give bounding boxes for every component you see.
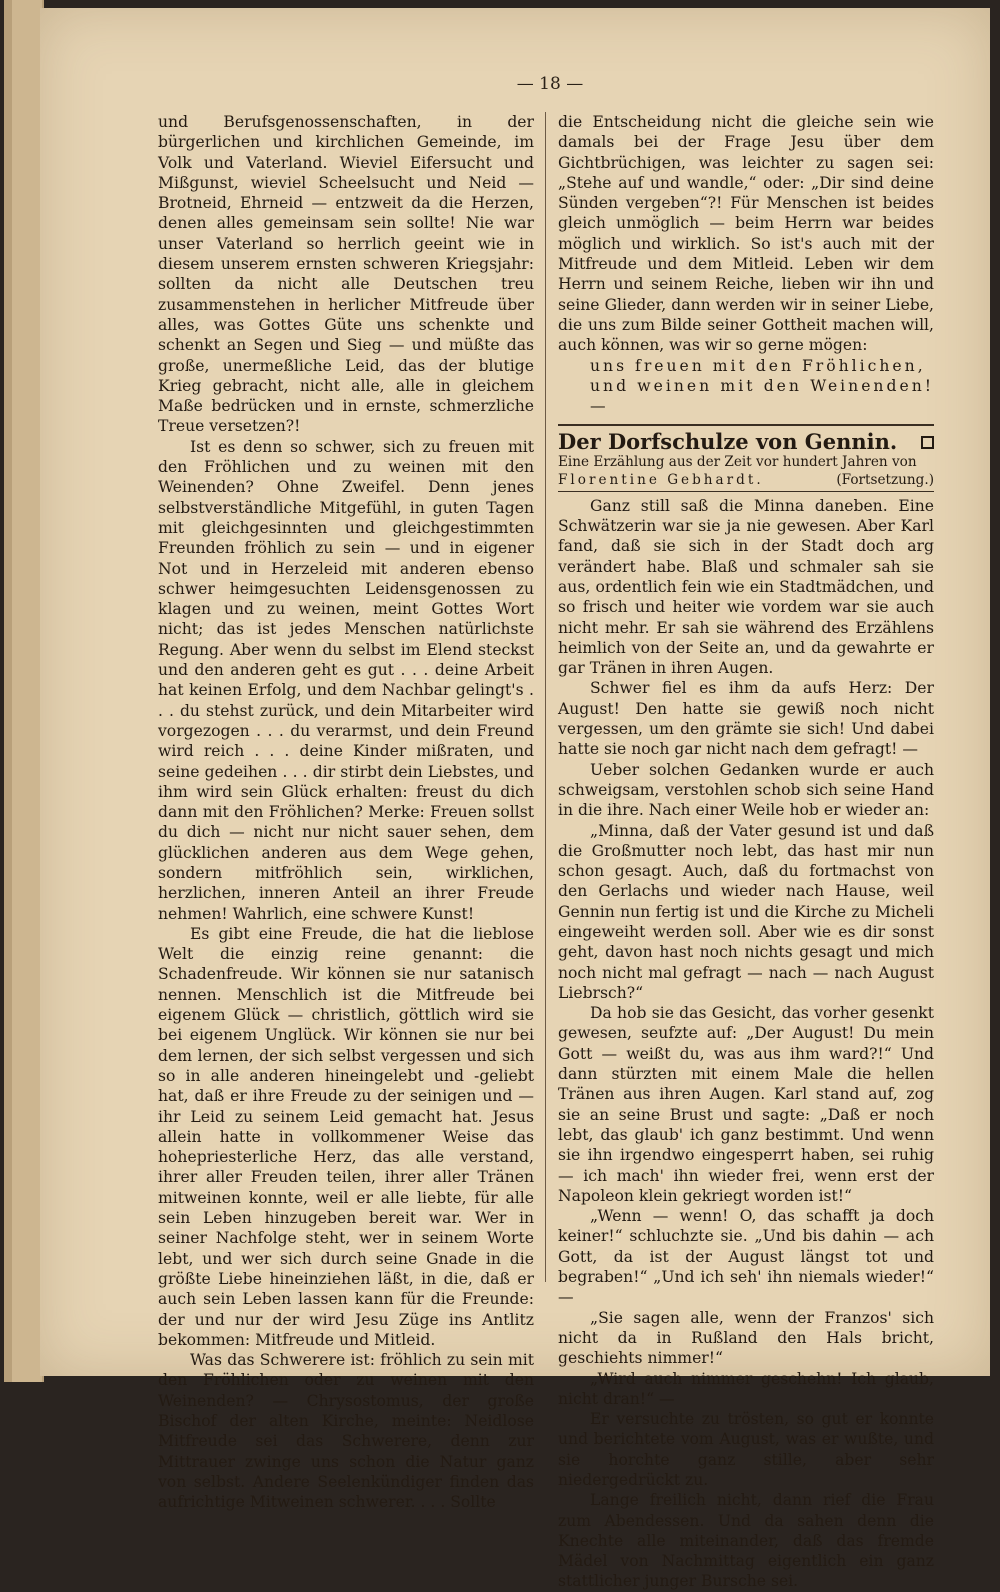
paragraph: Ganz still saß die Minna daneben. Eine Schwätzerin war sie ja nie gewesen. Aber Karl fand, daß sie sich in der Stadt doch arg verändert habe. Blaß und schmaler sah sie aus, ordentlich fein wie ein Stadtmädchen, und so frisch und heiter wie vordem war sie auch nicht mehr. Er sah sie während des Erzählens heimlich von der Seite an, und da gewahrte er gar Tränen in ihren Augen. — [558, 496, 934, 678]
author-row — [558, 471, 934, 489]
paragraph: die Entscheidung nicht die gleiche sein wie damals bei der Frage Jesu über dem Gichtbrüchigen, was leichter zu sagen sei: „Stehe auf und wandle,“ oder: „Dir sind deine Sünden vergeben“?! Für Menschen ist beides gleich unmöglich — beim Herrn war beides möglich und wirklich. So ist's auch mit der Mitfreude und dem Mitleid. Leben wir dem Herrn und seinem Reiche, lieben wir ihn und seine Glieder, dann werden wir in seiner Liebe, die uns zum Bilde seiner Gottheit machen will, auch können, was wir so gerne mögen: — [558, 113, 934, 355]
story-header — [558, 429, 934, 455]
paragraph: Es gibt eine Freude, die hat die lieblose Welt die einzig reine genannt: die Schadenfreude. Wir können sie nur satanisch nennen. Menschlich ist die Mitfreude bei eigenem Glück — christlich, göttlich wird sie bei eigenem Unglück. Wir können sie nur bei dem lernen, der sich selbst vergessen und sich so in alle anderen hineingelebt und -geliebt hat, daß er ihre Freude zu der seinigen und — ihr Leid zu seinem Leid gemacht hat. Jesus allein hatte in vollkommener Weise das hohepriesterliche Herz, das alle verstand, ihrer aller Freuden teilen, ihrer aller Tränen mitweinen konnte, weil er alle liebte, für alle sein Leben hinzugeben bereit war. Wer in seiner Nachfolge steht, wer in seinem Worte lebt, und wer sich durch seine Gnade in die größte Liebe hineinziehen läßt, in die, daß er auch sein Leben lassen kann für die Freunde: der und nur der wird Jesu Züge ins Antlitz bekommen: Mitfreude und Mitleid. — [158, 924, 534, 1349]
section-rule — [558, 491, 934, 492]
verse-line: und weinen mit den Weinenden! — — [590, 376, 934, 416]
paragraph: Ist es denn so schwer, sich zu freuen mit den Fröhlichen und zu weinen mit den Weinenden? Ohne Zweifel. Denn jenes selbstverständliche Mitgefühl, in guten Tagen mit gleichgesinnten und gleichgestimmten Freunden fröhlich zu sein — und in eigener Not und in Herzeleid mit anderen ebenso schwer heimgesuchten Leidensgenossen zu klagen und zu weinen, meint Gottes Wort nicht; das ist jedes Menschen natürlichste Regung. Aber wenn du selbst im Elend steckst und den anderen geht es gut . . . deine Arbeit hat keinen Erfolg, und dem Nachbar gelingt's . . . du stehst zurück, und dein Mitarbeiter wird vorgezogen . . . du verarmst, und dein Freund wird reich . . . deine Kinder mißraten, und seine gedeihen . . . dir stirbt dein Liebstes, und ihm wird sein Glück erhalten: freust du dich dann mit den Fröhlichen? Merke: Freuen sollst du dich — nicht nur nicht sauer sehen, dem glücklichen anderen aus dem Wege gehen, sondern mitfröhlich sein, wirklichen, herzlichen, inneren Anteil an ihrer Freude nehmen! Wahrlich, eine schwere Kunst! — [158, 437, 534, 923]
continuation-note: (Fortsetzung.) — [836, 471, 934, 488]
paragraph: Da hob sie das Gesicht, das vorher gesenkt gewesen, seufzte auf: „Der August! Du mein Gott — weißt du, was aus ihm ward?!“ Und dann stürzten mit einem Male die hellen Tränen aus ihren Augen. Karl stand auf, zog sie an seine Brust und sagte: „Daß er noch lebt, das glaub' ich ganz bestimmt. Und wenn sie ihn irgendwo eingesperrt haben, sei ruhig — ich mach' ihn wieder frei, wenn erst der Napoleon klein gekriegt worden ist!“ — [558, 1004, 934, 1205]
book-edge-inner — [12, 0, 42, 1382]
paragraph: „Wird auch nimmer geschehn! Ich glaub, nicht dran!“ — — [558, 1369, 934, 1408]
verse-line: uns freuen mit den Fröhlichen, — [590, 356, 926, 375]
paragraph: „Minna, daß der Vater gesund ist und daß die Großmutter noch lebt, das hast mir nun schon gesagt. Auch, daß du fortmachst von den Gerlachs und wieder nach Hause, weil Gennin nun fertig ist und die Kirche zu Micheli eingeweiht werden soll. Aber wie es dir sonst geht, davon hast noch nichts gesagt und mich noch nicht mal gefragt — nach — nach August Liebrsch?“ — [558, 821, 934, 1002]
story-title: Der Dorfschulze von Gennin. — [558, 429, 898, 455]
right-column — [558, 112, 934, 1592]
paragraph: Ueber solchen Gedanken wurde er auch schweigsam, verstohlen schob sich seine Hand in die ihre. Nach einer Weile hob er wieder an: — [558, 760, 934, 820]
left-column — [158, 112, 534, 1512]
story-subtitle: Eine Erzählung aus der Zeit vor hundert Jahren von — [558, 453, 917, 470]
paragraph: Lange freilich nicht, dann rief die Frau zum Abendessen. Und da sahen denn die Knechte alle miteinander, daß das fremde Mädel von Nachmittag eigentlich ein ganz stattlicher junger Bursche sei. — [558, 1491, 934, 1591]
paragraph: Er versuchte zu trösten, so gut er konnte und berichtete vom August, was er wußte, und sie horchte ganz stille, aber sehr niedergedrückt zu. — [558, 1410, 934, 1489]
story-author: Florentine Gebhardt. — [558, 471, 764, 488]
paragraph: und Berufsgenossenschaften, in der bürgerlichen und kirchlichen Gemeinde, im Volk und Vaterland. Wieviel Eifersucht und Mißgunst, wieviel Scheelsucht und Neid — Brotneid, Ehrneid — entzweit da die Herzen, denen alles gemeinsam sein sollte! Nie war unser Vaterland so herrlich geeint wie in diesem unserem ernsten schweren Kriegsjahr: sollten da nicht alle Deutschen treu zusammenstehen in herlicher Mitfreude über alles, was Gottes Güte uns schenkte und schenkt an Segen und Sieg — und müßte das große, unermeßliche Leid, das der blutige Krieg gebracht, nicht alle, alle in gleichem Maße bedrücken und in ernste, schmerzliche Treue versetzen?! — [158, 113, 534, 436]
column-divider — [545, 112, 546, 1282]
paragraph: Was das Schwerere ist: fröhlich zu sein mit den Fröhlichen oder zu weinen mit den Weinenden? — Chrysostomus, der große Bischof der alten Kirche, meinte: Neidlose Mitfreude sei das Schwerere, denn zur Mittrauer zwinge uns schon die Natur ganz von selbst. Andere Seelenkündiger finden das aufrichtige Mitweinen schwerer. . . . Sollte — [158, 1351, 534, 1512]
section-rule — [558, 424, 934, 426]
square-ornament-icon — [921, 436, 934, 449]
paragraph: „Wenn — wenn! O, das schafft ja doch keiner!“ schluchzte sie. „Und bis dahin — ach Gott, da ist der August längst tot und begraben!“ „Und ich seh' ihn niemals wieder!“ — — [558, 1207, 934, 1307]
paragraph: Schwer fiel es ihm da aufs Herz: Der August! Den hatte sie gewiß noch nicht vergessen, um den grämte sie sich! Und dabei hatte sie noch gar nicht nach dem gefragt! — — [558, 679, 934, 759]
paragraph: „Sie sagen alle, wenn der Franzos' sich nicht da in Rußland den Hals bricht, geschiehts nimmer!“ — [558, 1308, 934, 1368]
page-number: — 18 — — [516, 74, 584, 94]
